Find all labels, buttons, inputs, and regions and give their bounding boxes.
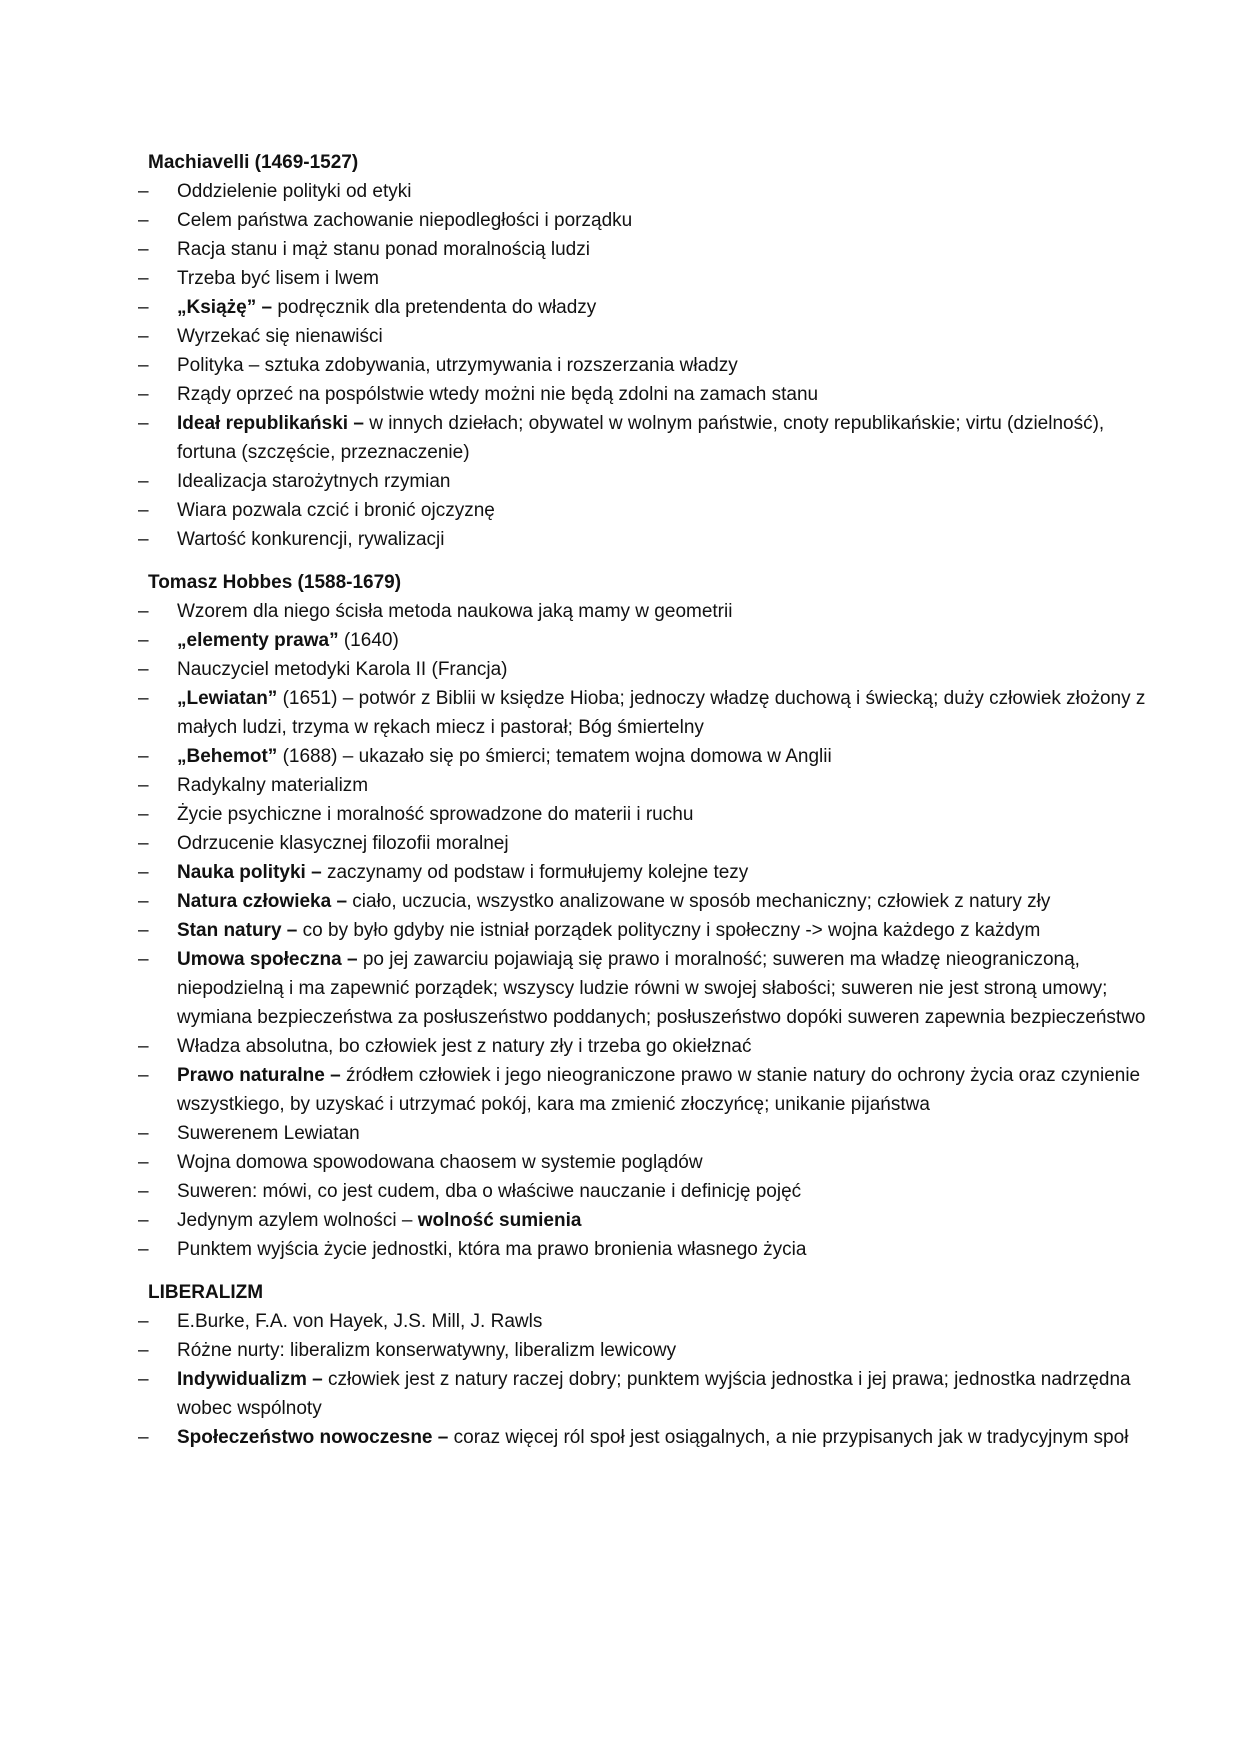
dash-bullet-icon: – [138, 862, 149, 883]
item-term: Stan natury – [177, 920, 298, 941]
list-item [138, 597, 1150, 626]
dash-bullet-icon: – [138, 500, 149, 521]
list-item [138, 235, 1150, 264]
list-item [138, 264, 1150, 293]
dash-bullet-icon: – [138, 529, 149, 550]
item-text: ciało, uczucia, wszystko analizowane w sposób mechaniczny; człowiek z natury zły [347, 891, 1051, 912]
dash-bullet-icon: – [138, 239, 149, 260]
item-term: Nauka polityki – [177, 862, 322, 883]
list-item [138, 684, 1150, 742]
dash-bullet-icon: – [138, 804, 149, 825]
list-item [138, 1032, 1150, 1061]
item-text: (1651) – potwór z Biblii w księdze Hioba; jednoczy władzę duchową i świecką; duży człowiek złożony z małych ludzi, trzyma w rękach miecz i pastorał; Bóg śmiertelny [177, 688, 1146, 738]
dash-bullet-icon: – [138, 1340, 149, 1361]
list-item [138, 467, 1150, 496]
list-item [138, 1365, 1150, 1423]
dash-bullet-icon: – [138, 746, 149, 767]
item-text: (1640) [338, 630, 399, 651]
item-text: Idealizacja starożytnych rzymian [177, 471, 451, 492]
list-item [138, 1119, 1150, 1148]
list-item [138, 1177, 1150, 1206]
dash-bullet-icon: – [138, 1152, 149, 1173]
item-text: Suweren: mówi, co jest cudem, dba o właściwe nauczanie i definicję pojęć [177, 1181, 802, 1202]
item-term: Ideał republikański – [177, 413, 364, 434]
document-body [138, 148, 1150, 1452]
item-text: coraz więcej ról społ jest osiągalnych, a nie przypisanych jak w tradycyjnym społ [448, 1427, 1129, 1448]
dash-bullet-icon: – [138, 688, 149, 709]
dash-bullet-icon: – [138, 268, 149, 289]
item-text: Punktem wyjścia życie jednostki, która ma prawo bronienia własnego życia [177, 1239, 807, 1260]
item-text: człowiek jest z natury raczej dobry; punktem wyjścia jednostka i jej prawa; jednostka nadrzędna wobec wspólnoty [177, 1369, 1131, 1419]
bullet-list [138, 177, 1150, 554]
dash-bullet-icon: – [138, 1065, 149, 1086]
item-text: Odrzucenie klasycznej filozofii moralnej [177, 833, 509, 854]
item-text: Władza absolutna, bo człowiek jest z natury zły i trzeba go okiełznać [177, 1036, 752, 1057]
dash-bullet-icon: – [138, 1239, 149, 1260]
item-term: „elementy prawa” [177, 630, 339, 651]
item-text: po jej zawarciu pojawiają się prawo i moralność; suweren ma władzę nieograniczoną, niepodzielną i ma zapewnić porządek; wszyscy ludzie równi w swojej słabości; suweren nie jest stroną umowy; wymiana bezpieczeństwa za posłuszeństwo poddanych; posłuszeństwo dopóki suweren zapewnia bezpieczeństwo [177, 949, 1146, 1028]
list-item [138, 177, 1150, 206]
item-text: podręcznik dla pretendenta do władzy [272, 297, 597, 318]
dash-bullet-icon: – [138, 775, 149, 796]
dash-bullet-icon: – [138, 355, 149, 376]
list-item [138, 496, 1150, 525]
dash-bullet-icon: – [138, 1181, 149, 1202]
dash-bullet-icon: – [138, 601, 149, 622]
item-text: zaczynamy od podstaw i formułujemy kolejne tezy [321, 862, 749, 883]
list-item [138, 858, 1150, 887]
dash-bullet-icon: – [138, 181, 149, 202]
dash-bullet-icon: – [138, 630, 149, 651]
item-text: źródłem człowiek i jego nieograniczone prawo w stanie natury do ochrony życia oraz czynienie wszystkiego, by uzyskać i utrzymać pokój, kara ma zmienić złoczyńcę; unikanie pijaństwa [177, 1065, 1141, 1115]
list-item [138, 525, 1150, 554]
section [138, 1278, 1150, 1452]
dash-bullet-icon: – [138, 949, 149, 970]
list-item [138, 916, 1150, 945]
item-term: Indywidualizm – [177, 1369, 323, 1390]
list-item [138, 655, 1150, 684]
dash-bullet-icon: – [138, 1311, 149, 1332]
list-item [138, 945, 1150, 1032]
list-item [138, 626, 1150, 655]
list-item [138, 771, 1150, 800]
dash-bullet-icon: – [138, 1210, 149, 1231]
list-item [138, 1423, 1150, 1452]
bullet-list [138, 597, 1150, 1264]
list-item [138, 1235, 1150, 1264]
list-item [138, 1061, 1150, 1119]
item-text: co by było gdyby nie istniał porządek polityczny i społeczny -> wojna każdego z każdym [297, 920, 1041, 941]
item-term: „Lewiatan” [177, 688, 278, 709]
dash-bullet-icon: – [138, 659, 149, 680]
dash-bullet-icon: – [138, 920, 149, 941]
list-item [138, 829, 1150, 858]
item-term: Umowa społeczna – [177, 949, 358, 970]
dash-bullet-icon: – [138, 326, 149, 347]
list-item [138, 380, 1150, 409]
list-item [138, 887, 1150, 916]
list-item [138, 1206, 1150, 1235]
dash-bullet-icon: – [138, 1036, 149, 1057]
item-text: E.Burke, F.A. von Hayek, J.S. Mill, J. Rawls [177, 1311, 543, 1332]
item-term: wolność sumienia [417, 1210, 582, 1231]
item-text: Wartość konkurencji, rywalizacji [177, 529, 445, 550]
item-text: Wiara pozwala czcić i bronić ojczyznę [177, 500, 495, 521]
list-item [138, 1307, 1150, 1336]
list-item [138, 206, 1150, 235]
item-text: Rządy oprzeć na pospólstwie wtedy możni nie będą zdolni na zamach stanu [177, 384, 819, 405]
item-text: Radykalny materializm [177, 775, 369, 796]
item-text: Oddzielenie polityki od etyki [177, 181, 412, 202]
list-item [138, 293, 1150, 322]
dash-bullet-icon: – [138, 891, 149, 912]
section-heading: Machiavelli (1469-1527) [148, 152, 359, 173]
section-heading: Tomasz Hobbes (1588-1679) [148, 572, 402, 593]
dash-bullet-icon: – [138, 833, 149, 854]
item-text: Jedynym azylem wolności – [177, 1210, 418, 1231]
dash-bullet-icon: – [138, 1123, 149, 1144]
list-item [138, 409, 1150, 467]
section [138, 568, 1150, 1264]
item-term: „Książę” – [177, 297, 273, 318]
list-item [138, 1336, 1150, 1365]
list-item [138, 742, 1150, 771]
item-text: Racja stanu i mąż stanu ponad moralnością ludzi [177, 239, 590, 260]
list-item [138, 1148, 1150, 1177]
dash-bullet-icon: – [138, 384, 149, 405]
list-item [138, 800, 1150, 829]
dash-bullet-icon: – [138, 1369, 149, 1390]
bullet-list [138, 1307, 1150, 1452]
item-text: Trzeba być lisem i lwem [177, 268, 380, 289]
item-text: Polityka – sztuka zdobywania, utrzymywania i rozszerzania władzy [177, 355, 738, 376]
item-term: Natura człowieka – [177, 891, 348, 912]
dash-bullet-icon: – [138, 1427, 149, 1448]
item-term: Prawo naturalne – [177, 1065, 341, 1086]
item-term: „Behemot” [177, 746, 278, 767]
item-text: Wzorem dla niego ścisła metoda naukowa jaką mamy w geometrii [177, 601, 733, 622]
item-text: Celem państwa zachowanie niepodległości i porządku [177, 210, 633, 231]
item-text: Suwerenem Lewiatan [177, 1123, 360, 1144]
item-text: Życie psychiczne i moralność sprowadzone do materii i ruchu [177, 804, 694, 825]
dash-bullet-icon: – [138, 210, 149, 231]
dash-bullet-icon: – [138, 413, 149, 434]
dash-bullet-icon: – [138, 297, 149, 318]
item-text: Nauczyciel metodyki Karola II (Francja) [177, 659, 508, 680]
item-term: Społeczeństwo nowoczesne – [177, 1427, 449, 1448]
item-text: Różne nurty: liberalizm konserwatywny, liberalizm lewicowy [177, 1340, 677, 1361]
item-text: Wojna domowa spowodowana chaosem w systemie poglądów [177, 1152, 703, 1173]
item-text: (1688) – ukazało się po śmierci; tematem wojna domowa w Anglii [277, 746, 832, 767]
list-item [138, 322, 1150, 351]
item-text: w innych dziełach; obywatel w wolnym państwie, cnoty republikańskie; virtu (dzielność), fortuna (szczęście, przeznaczenie) [177, 413, 1105, 463]
section-heading: LIBERALIZM [148, 1282, 264, 1303]
section [138, 148, 1150, 554]
item-text: Wyrzekać się nienawiści [177, 326, 383, 347]
dash-bullet-icon: – [138, 471, 149, 492]
list-item [138, 351, 1150, 380]
